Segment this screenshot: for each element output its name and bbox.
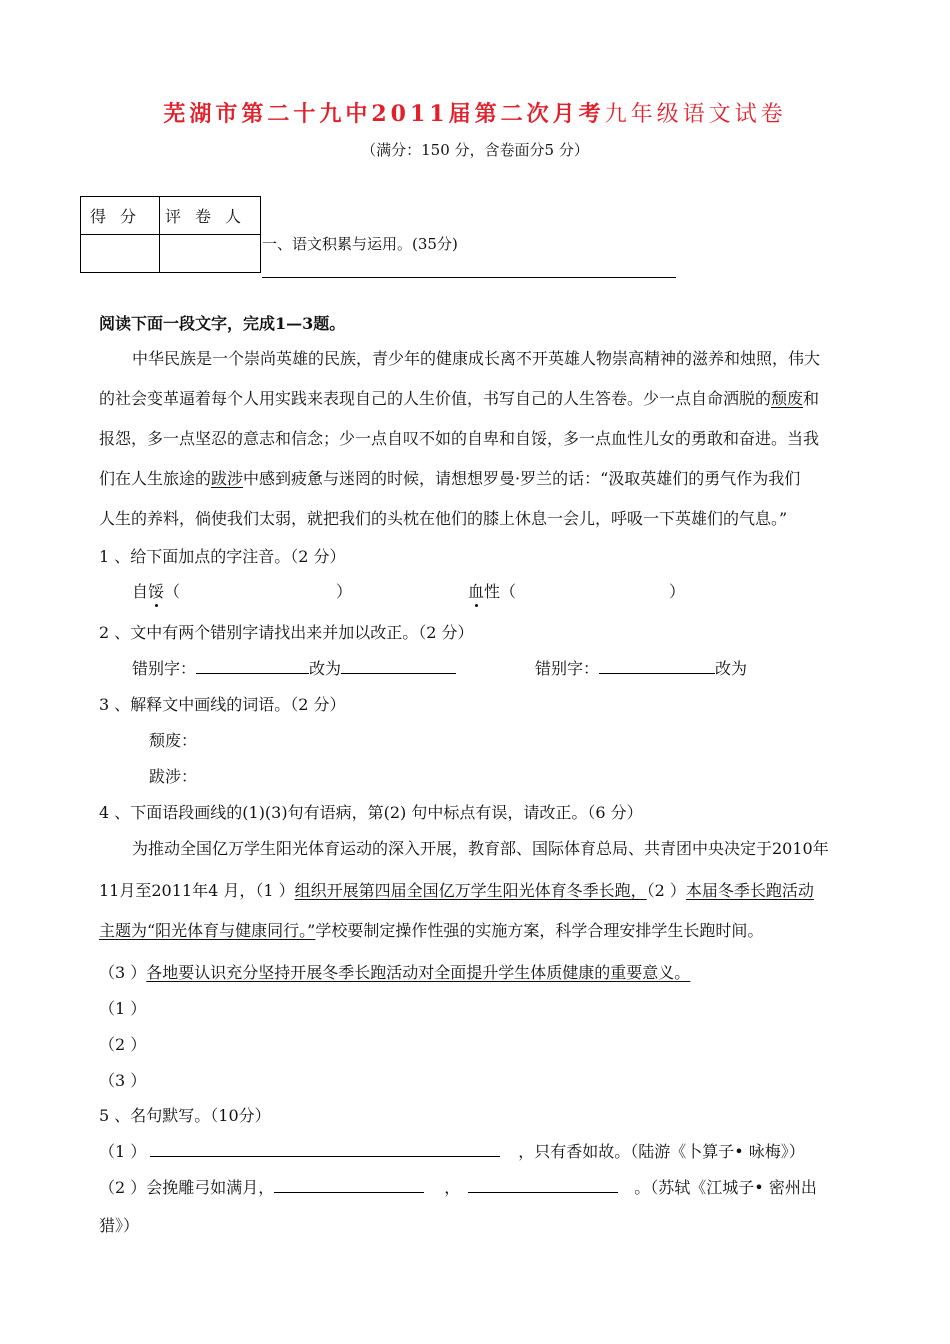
q1-close-paren: ）	[669, 582, 686, 601]
exam-title-rest: 九年级语文试卷	[604, 102, 787, 127]
question-4-stem: 4 、下面语段画线的(1)(3)句有语病，第(2) 句中标点有误，请改正。（6 分）	[99, 803, 643, 822]
underlined-sentence: 本届冬季长跑活动	[685, 881, 814, 900]
answer-blank[interactable]	[150, 1140, 500, 1157]
passage-line	[99, 386, 819, 409]
underlined-word: 跋涉	[211, 469, 244, 488]
q4-passage-line: 为推动全国亿万学生阳光体育运动的深入开展，教育部、国际体育总局、共青团中央决定于2010年	[132, 839, 829, 858]
passage-text: 的社会变革逼着每个人用实践来表现自己的人生价值，书写自己的人生答卷。少一点自命洒脱的	[99, 389, 772, 408]
q4-text: （3 ）	[99, 963, 147, 982]
question-2-answer-b	[535, 656, 747, 679]
question-2-answer-a	[132, 656, 456, 679]
underlined-sentence: 主题为“阳光体育与健康同行。”	[99, 921, 316, 940]
q2-label: 改为	[309, 659, 342, 678]
section-title: 一、语文积累与运用。(35分)	[262, 235, 458, 253]
dotted-char: 馁	[148, 582, 165, 601]
q4-passage-line	[99, 918, 763, 941]
question-1-stem: 1 、给下面加点的字注音。（2 分）	[99, 547, 346, 566]
answer-blank[interactable]	[274, 1176, 424, 1193]
question-5-item-2-cont: 猎》）	[99, 1216, 140, 1235]
question-3-word: 跋涉：	[149, 767, 198, 786]
passage-line: 报怨，多一点坚忍的意志和信念；少一点自叹不如的自卑和自馁，多一点血性儿女的勇敢和奋进。当我	[99, 429, 820, 448]
answer-blank[interactable]	[599, 657, 715, 674]
answer-blank[interactable]	[196, 657, 309, 674]
question-2-stem: 2 、文中有两个错别字请找出来并加以改正。（2 分）	[99, 623, 474, 642]
underlined-sentence: 组织开展第四届全国亿万学生阳光体育冬季长跑，	[294, 881, 647, 900]
passage-line: 中华民族是一个崇尚英雄的民族，青少年的健康成长离不开英雄人物崇高精神的滋养和烛照，伟大	[132, 349, 821, 368]
question-5-item-2	[99, 1175, 817, 1198]
passage-text: 们在人生旅途的	[99, 469, 212, 488]
q5-text: （1 ）	[99, 1142, 147, 1161]
q2-label: 改为	[715, 659, 748, 678]
underlined-sentence: 各地要认识充分坚持开展冬季长跑活动对全面提升学生体质健康的重要意义。	[146, 963, 691, 982]
passage-line: 人生的养料，倘使我们太弱，就把我们的头枕在他们的膝上休息一会儿，呼吸一下英雄们的气息。”	[99, 509, 788, 528]
q4-passage-line	[99, 878, 814, 901]
q1-close-paren: ）	[336, 582, 353, 601]
passage-text: 和	[803, 389, 820, 408]
q4-text: 11月至2011年4 月，（1 ）	[99, 881, 295, 900]
q2-label: 错别字：	[132, 659, 197, 678]
question-5-item-1	[99, 1139, 805, 1162]
dotted-char: 血	[468, 582, 485, 601]
question-1-item-a	[132, 579, 180, 602]
section-divider	[262, 277, 676, 278]
q1-text: 性（	[484, 582, 517, 601]
score-table	[80, 196, 261, 273]
question-5-stem: 5 、名句默写。（10分）	[99, 1106, 271, 1125]
q4-text: （2 ）	[646, 881, 686, 900]
q5-text: 。（苏轼《江城子• 密州出	[634, 1178, 817, 1197]
reading-heading: 阅读下面一段文字，完成1—3题。	[99, 314, 346, 333]
question-1-item-b	[468, 579, 516, 602]
question-3-word: 颓废：	[149, 731, 198, 750]
exam-subtitle: （满分：150 分，含卷面分5 分）	[361, 141, 589, 159]
question-3-stem: 3 、解释文中画线的词语。（2 分）	[99, 695, 346, 714]
score-cell[interactable]	[81, 235, 160, 273]
q4-answer-label: （2 ）	[99, 1035, 147, 1054]
exam-title	[0, 97, 950, 128]
q1-text: 自	[132, 582, 149, 601]
passage-text: 中感到疲惫与迷罔的时候，请想想罗曼·罗兰的话：“汲取英雄们的勇气作为我们	[243, 469, 801, 488]
grader-cell[interactable]	[160, 235, 261, 273]
answer-blank[interactable]	[468, 1176, 618, 1193]
q4-passage-line	[99, 960, 690, 983]
score-header: 得分	[81, 197, 160, 235]
grader-header: 评卷人	[160, 197, 261, 235]
underlined-word: 颓废	[771, 389, 804, 408]
passage-line	[99, 466, 800, 489]
q4-answer-label: （3 ）	[99, 1071, 147, 1090]
q5-text: ，只有香如故。（陆游《卜算子• 咏梅》）	[518, 1142, 805, 1161]
q1-text: （	[164, 582, 181, 601]
q5-text: （2 ）会挽雕弓如满月，	[99, 1178, 275, 1197]
exam-title-bold: 芜湖市第二十九中2011届第二次月考	[163, 101, 605, 127]
q2-label: 错别字：	[535, 659, 600, 678]
answer-blank[interactable]	[341, 657, 456, 674]
q4-text: 学校要制定操作性强的实施方案，科学合理安排学生长跑时间。	[315, 921, 764, 940]
q4-answer-label: （1 ）	[99, 999, 147, 1018]
q5-text: ，	[444, 1178, 461, 1197]
